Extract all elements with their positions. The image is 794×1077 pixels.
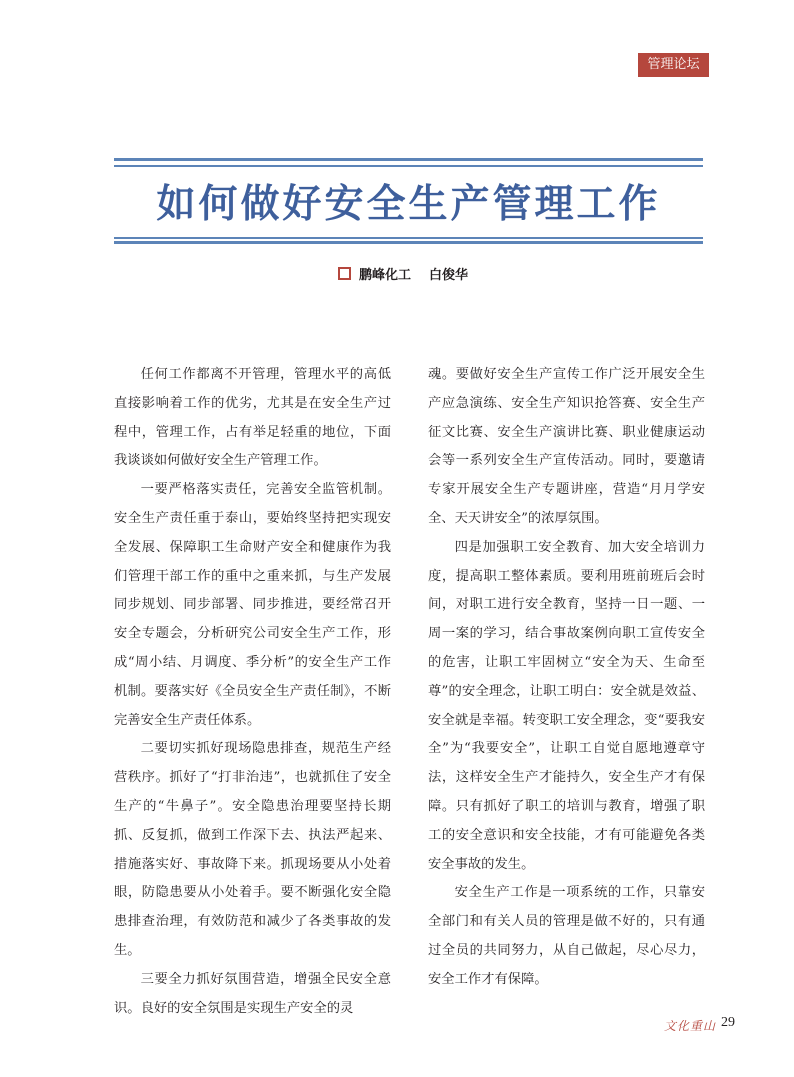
title-rule-bottom-thick: [114, 241, 703, 244]
section-tag: 管理论坛: [638, 53, 709, 77]
byline-author: 白俊华: [429, 268, 469, 283]
title-rule-bottom-thin: [114, 237, 703, 239]
byline-organization: 鹏峰化工: [359, 268, 412, 283]
paragraph-continued: 魂。要做好安全生产宣传工作广泛开展安全生产应急演练、安全生产知识抢答赛、安全生产征文比赛、安全生产演讲比赛、职业健康运动会等一系列安全生产宣传活动。同时，要邀请专家开展安全生产专题讲座，营造“月月学安全、天天讲安全”的浓厚氛围。: [428, 367, 705, 526]
left-column: [114, 361, 391, 1023]
title-rule-top-thin: [114, 165, 703, 167]
paragraph: 四是加强职工安全教育、加大安全培训力度，提高职工整体素质。要利用班前班后会时间，对职工进行安全教育，坚持一日一题、一周一案的学习，结合事故案例向职工宣传安全的危害，让职工牢固树立“安全为天、生命至尊”的安全理念，让职工明白：安全就是效益、安全就是幸福。转变职工安全理念，变“要我安全”为“我要安全”，让职工自觉自愿地遵章守法，这样安全生产才能持久，安全生产才有保障。只有抓好了职工的培训与教育，增强了职工的安全意识和安全技能，才有可能避免各类安全事故的发生。: [428, 539, 705, 872]
byline: [338, 266, 468, 286]
square-bullet-icon: [338, 267, 351, 280]
magazine-logo: 文化重山: [664, 1019, 717, 1033]
paragraph: 一要严格落实责任，完善安全监管机制。安全生产责任重于泰山，要始终坚持把实现安全发展、保障职工生命财产安全和健康作为我们管理干部工作的重中之重来抓，与生产发展同步规划、同步部署、同步推进，要经常召开安全专题会，分析研究公司安全生产工作，形成“周小结、月调度、季分析”的安全生产工作机制。要落实好《全员安全生产责任制》，不断完善安全生产责任体系。: [114, 482, 391, 728]
article-title: 如何做好安全生产管理工作: [156, 181, 661, 227]
paragraph: 任何工作都离不开管理，管理水平的高低直接影响着工作的优劣，尤其是在安全生产过程中，管理工作，占有举足轻重的地位，下面我谈谈如何做好安全生产管理工作。: [114, 367, 391, 469]
page-number: 29: [721, 1015, 735, 1030]
title-rule-top-thick: [114, 158, 703, 161]
paragraph: 安全生产工作是一项系统的工作，只靠安全部门和有关人员的管理是做不好的，只有通过全员的共同努力，从自己做起，尽心尽力，安全工作才有保障。: [428, 885, 705, 987]
paragraph: 三要全力抓好氛围营造，增强全民安全意识。良好的安全氛围是实现生产安全的灵: [114, 971, 391, 1016]
right-column: [428, 361, 705, 995]
paragraph: 二要切实抓好现场隐患排查，规范生产经营秩序。抓好了“打非治违”，也就抓住了安全生产的“牛鼻子”。安全隐患治理要坚持长期抓、反复抓，做到工作深下去、执法严起来、措施落实好、事故降下来。抓现场要从小处着眼，防隐患要从小处着手。要不断强化安全隐患排查治理，有效防范和减少了各类事故的发生。: [114, 741, 391, 958]
